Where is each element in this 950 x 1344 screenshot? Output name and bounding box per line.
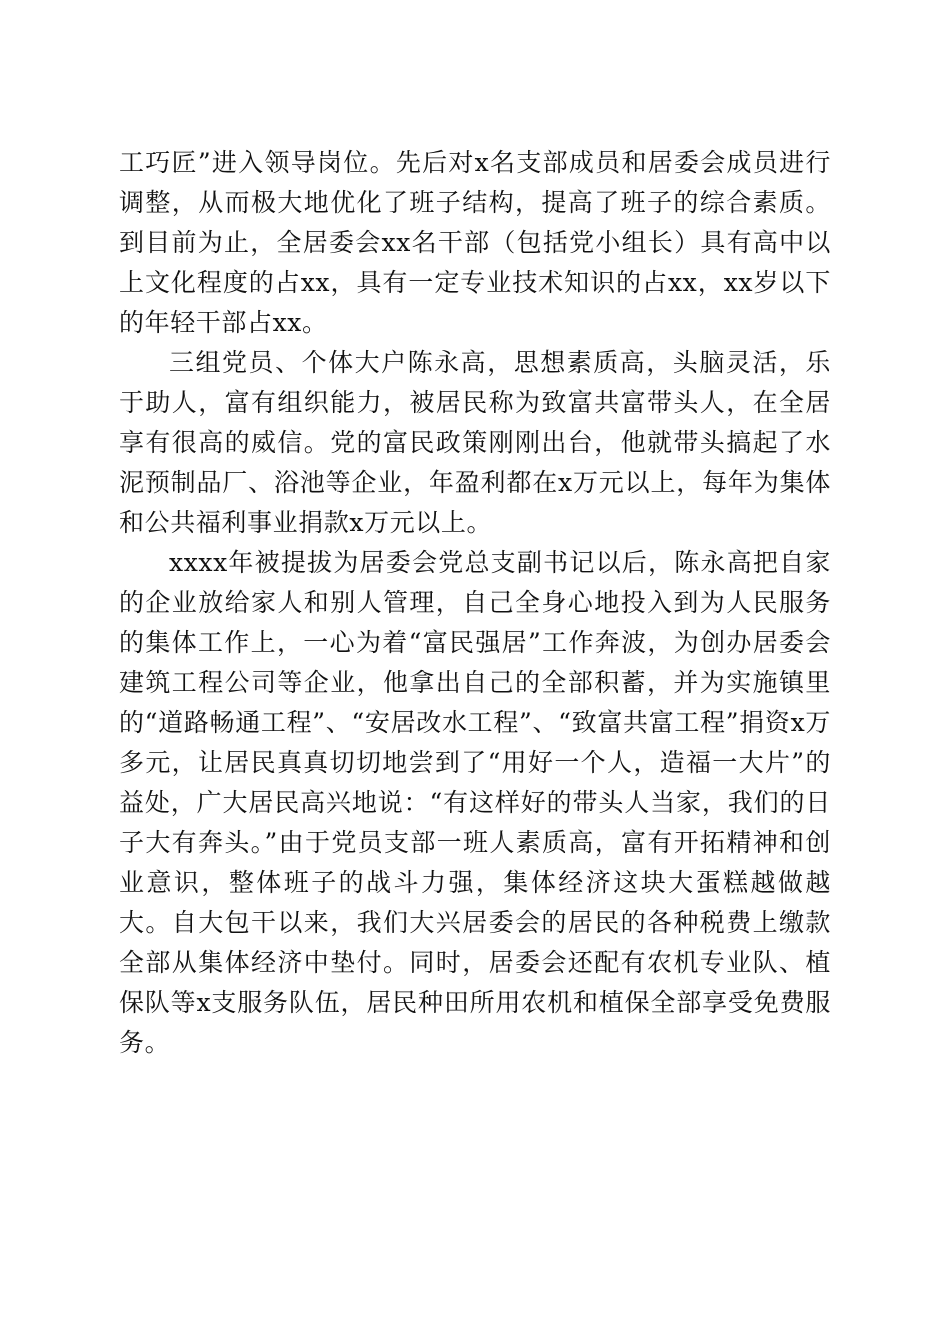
paragraph-3: xxxx年被提拔为居委会党总支副书记以后，陈永高把自家的企业放给家人和别人管理，自己全身心地投入到为人民服务的集体工作上，一心为着“富民强居”工作奔波，为创办居委会建筑工程公司等企业，他拿出自己的全部积蓄，并为实施镇里的“道路畅通工程”、“安居改水工程”、“致富共富工程”捐资x万多元，让居民真真切切地尝到了“用好一个人，造福一大片”的益处，广大居民高兴地说：“有这样好的带头人当家，我们的日子大有奔头。”由于党员支部一班人素质高，富有开拓精神和创业意识，整体班子的战斗力强，集体经济这块大蛋糕越做越大。自大包干以来，我们大兴居委会的居民的各种税费上缴款全部从集体经济中垫付。同时，居委会还配有农机专业队、植保队等x支服务队伍，居民种田所用农机和植保全部享受免费服务。 xyxy=(119,548,831,1057)
document-body xyxy=(119,143,831,1063)
paragraph-2: 三组党员、个体大户陈永高，思想素质高，头脑灵活，乐于助人，富有组织能力，被居民称为致富共富带头人，在全居享有很高的威信。党的富民政策刚刚出台，他就带头搞起了水泥预制品厂、浴池等企业，年盈利都在x万元以上，每年为集体和公共福利事业捐款x万元以上。 xyxy=(119,348,831,537)
paragraph-1: 工巧匠”进入领导岗位。先后对x名支部成员和居委会成员进行调整，从而极大地优化了班子结构，提高了班子的综合素质。到目前为止，全居委会xx名干部（包括党小组长）具有高中以上文化程度的占xx，具有一定专业技术知识的占xx，xx岁以下的年轻干部占xx。 xyxy=(119,148,831,337)
